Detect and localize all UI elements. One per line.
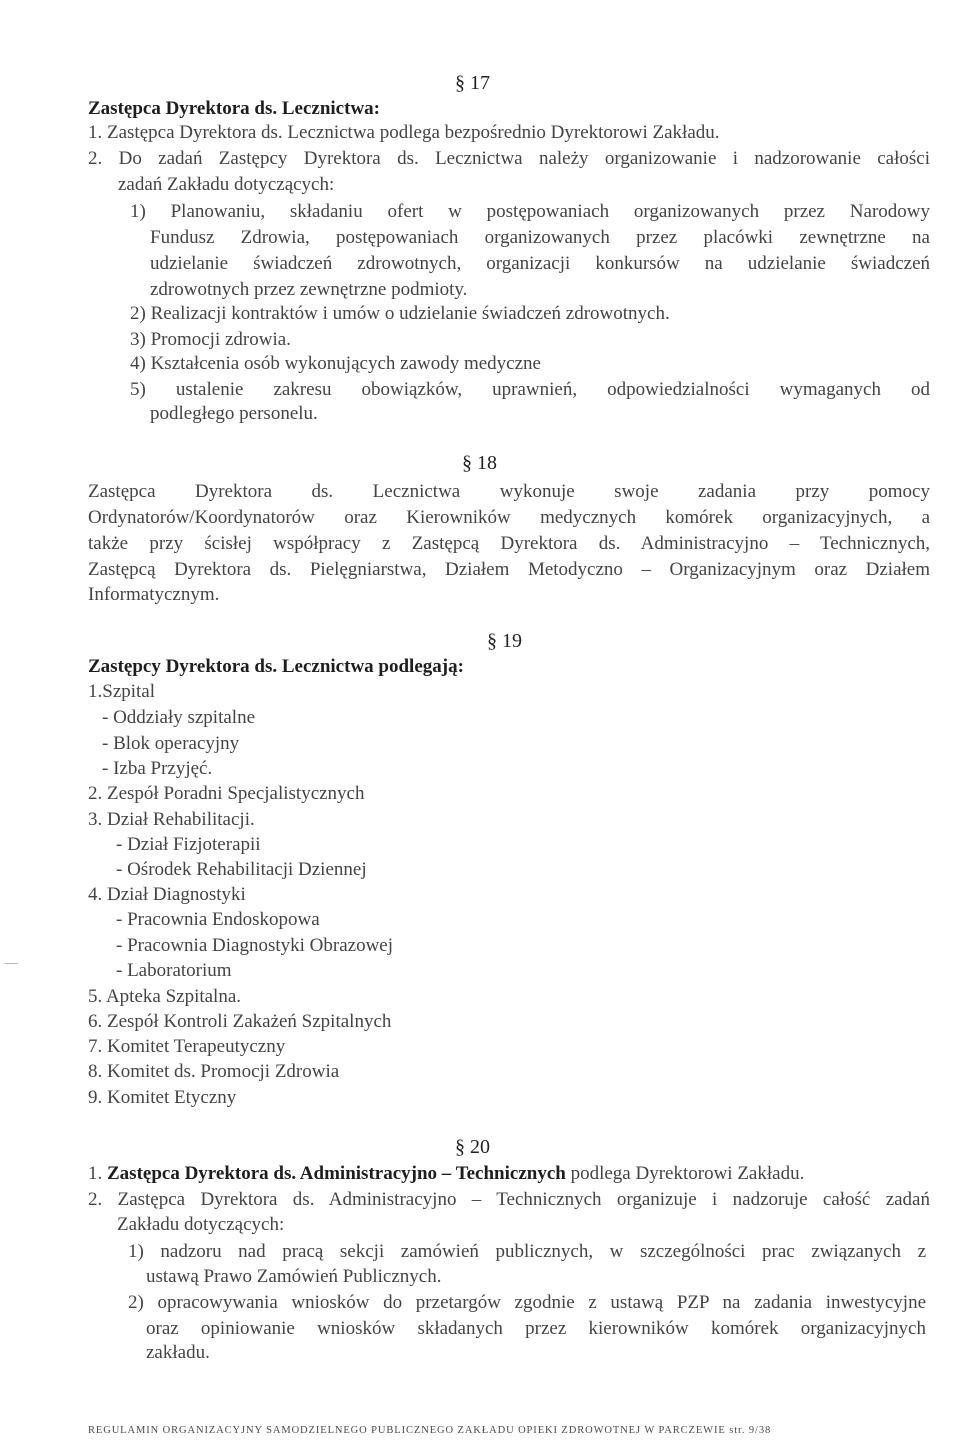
section-20-number: § 20 [455, 1136, 490, 1158]
section-19-item: 8. Komitet ds. Promocji Zdrowia [88, 1061, 340, 1082]
section-17-item-1c: udzielanie świadczeń zdrowotnych, organizacji konkursów na udzielanie świadczeń [150, 253, 930, 274]
section-20-line-1-bold: Zastępca Dyrektora ds. Administracyjno – Technicznych [107, 1163, 566, 1184]
section-18-line-5: Informatycznym. [88, 584, 220, 605]
section-17-item-2: 2) Realizacji kontraktów i umów o udzielanie świadczeń zdrowotnych. [130, 303, 670, 324]
section-17-item-4: 4) Kształcenia osób wykonujących zawody medyczne [130, 353, 541, 374]
section-20-item-2b: oraz opiniowanie wniosków składanych przez kierowników komórek organizacyjnych [146, 1318, 926, 1339]
section-17-item-5b: podległego personelu. [150, 403, 318, 424]
section-19-item: 7. Komitet Terapeutyczny [88, 1036, 286, 1057]
section-18-line-3: także przy ścisłej współpracy z Zastępcą Dyrektora ds. Administracyjno – Technicznych, [88, 533, 930, 554]
section-19-item: - Oddziały szpitalne [102, 707, 256, 728]
section-19-item: - Pracownia Endoskopowa [116, 909, 320, 930]
section-20-item-1b: ustawą Prawo Zamówień Publicznych. [146, 1266, 442, 1287]
page-footer: REGULAMIN ORGANIZACYJNY SAMODZIELNEGO PUBLICZNEGO ZAKŁADU OPIEKI ZDROWOTNEJ W PARCZEWIE str. 9/38 [88, 1425, 772, 1436]
section-17-item-3: 3) Promocji zdrowia. [130, 329, 291, 350]
section-17-line-1: 1. Zastępca Dyrektora ds. Lecznictwa podlega bezpośrednio Dyrektorowi Zakładu. [88, 122, 720, 143]
section-20-item-1a: 1) nadzoru nad pracą sekcji zamówień publicznych, w szczególności prac związanych z [128, 1241, 926, 1262]
section-18-line-4: Zastępcą Dyrektora ds. Pielęgniarstwa, Działem Metodyczno – Organizacyjnym oraz Działem [88, 559, 930, 580]
section-17-item-1b: Fundusz Zdrowia, postępowaniach organizowanych przez placówki zewnętrzne na [150, 227, 930, 248]
section-17-heading: Zastępca Dyrektora ds. Lecznictwa: [88, 98, 380, 119]
section-20-line-1 [88, 1162, 804, 1186]
section-20-item-2c: zakładu. [146, 1342, 210, 1363]
section-20-line-2a: 2. Zastępca Dyrektora ds. Administracyjno – Technicznych organizuje i nadzoruje całość zadań [88, 1189, 930, 1210]
section-20-line-2b: Zakładu dotyczących: [117, 1214, 285, 1235]
section-20-line-1-number: 1. [88, 1163, 103, 1184]
section-19-heading: Zastępcy Dyrektora ds. Lecznictwa podlegają: [88, 656, 464, 677]
section-19-item: - Izba Przyjęć. [102, 758, 213, 779]
section-19-item: 4. Dział Diagnostyki [88, 884, 246, 905]
section-19-item: 6. Zespół Kontroli Zakażeń Szpitalnych [88, 1011, 392, 1032]
section-19-item: - Blok operacyjny [102, 733, 240, 754]
section-17-item-1a: 1) Planowaniu, składaniu ofert w postępowaniach organizowanych przez Narodowy [130, 201, 930, 222]
section-17-line-3: zadań Zakładu dotyczących: [118, 174, 335, 195]
scan-mark [4, 963, 18, 964]
section-19-item: 9. Komitet Etyczny [88, 1087, 237, 1108]
section-19-item: - Ośrodek Rehabilitacji Dziennej [116, 859, 367, 880]
section-17-item-5a: 5) ustalenie zakresu obowiązków, uprawnień, odpowiedzialności wymaganych od [130, 379, 930, 400]
section-19-item: - Dział Fizjoterapii [116, 834, 261, 855]
section-19-number: § 19 [487, 630, 522, 652]
section-19-item: 3. Dział Rehabilitacji. [88, 809, 255, 830]
section-18-number: § 18 [462, 452, 497, 474]
section-19-item: - Pracownia Diagnostyki Obrazowej [116, 935, 394, 956]
section-19-item: 2. Zespół Poradni Specjalistycznych [88, 783, 365, 804]
section-17-number: § 17 [455, 72, 490, 94]
section-19-item: - Laboratorium [116, 960, 232, 981]
section-19-item: 1.Szpital [88, 681, 156, 702]
section-17-item-1d: zdrowotnych przez zewnętrzne podmioty. [150, 279, 468, 300]
section-20-item-2a: 2) opracowywania wniosków do przetargów zgodnie z ustawą PZP na zadania inwestycyjne [128, 1292, 926, 1313]
section-18-line-1: Zastępca Dyrektora ds. Lecznictwa wykonuje swoje zadania przy pomocy [88, 481, 930, 502]
section-18-line-2: Ordynatorów/Koordynatorów oraz Kierowników medycznych komórek organizacyjnych, a [88, 507, 930, 528]
section-17-line-2: 2. Do zadań Zastępcy Dyrektora ds. Lecznictwa należy organizowanie i nadzorowanie całości [88, 148, 930, 169]
section-19-item: 5. Apteka Szpitalna. [88, 986, 242, 1007]
section-20-line-1-rest: podlega Dyrektorowi Zakładu. [565, 1163, 805, 1184]
